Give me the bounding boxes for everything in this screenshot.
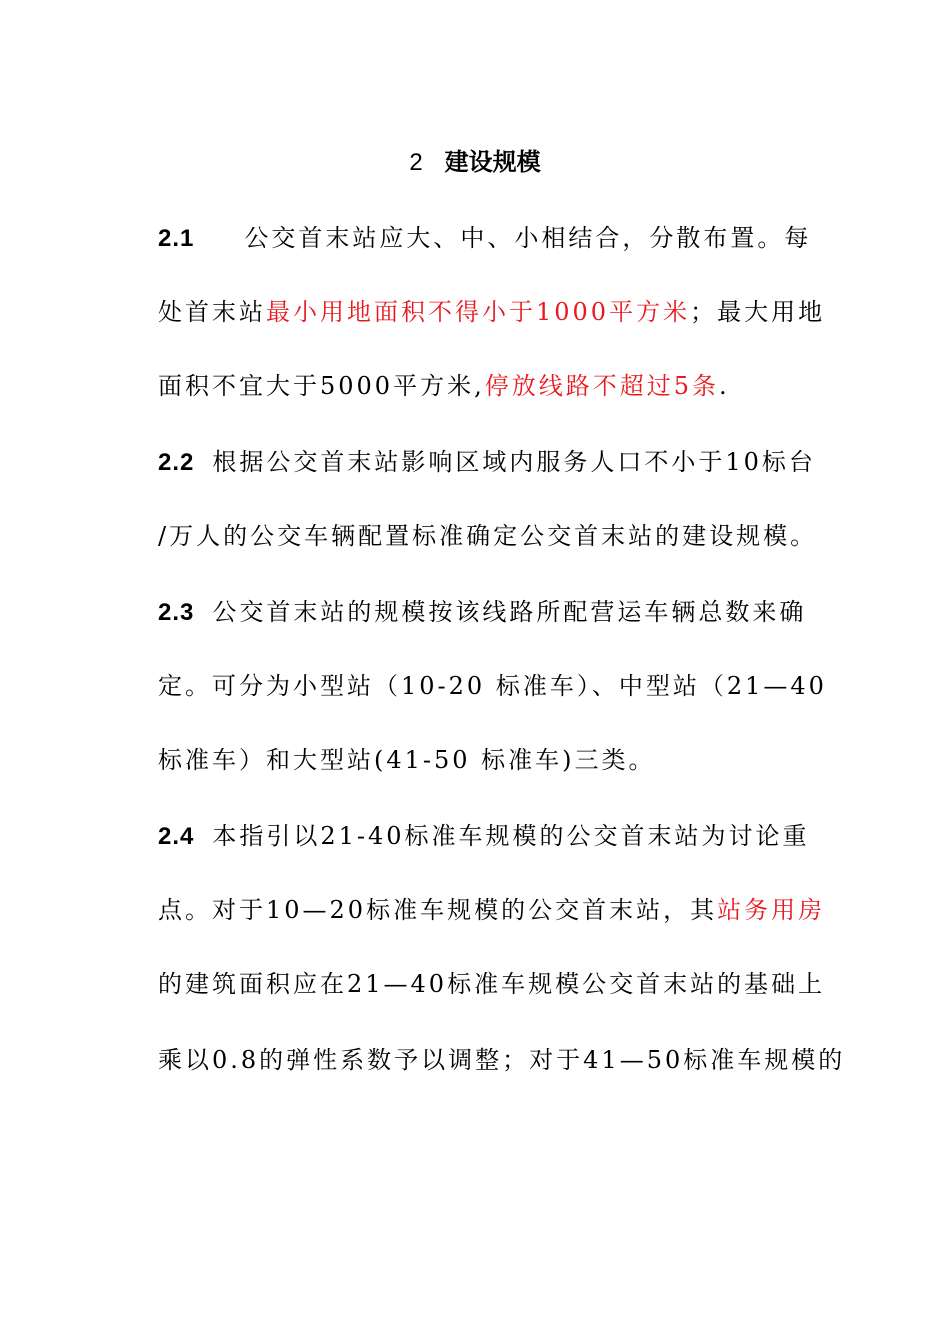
heading-number: 2 — [409, 149, 423, 176]
clause-text: 处首末站 — [158, 298, 266, 326]
clause-text: 面积不宜大于5000平方米, — [158, 372, 485, 400]
clause-number: 2.3 — [158, 599, 195, 626]
clause-text: 定。可分为小型站（10-20 标准车）、中型站（21—40 — [158, 672, 827, 700]
highlighted-text: 最小用地面积不得小于1000平方米 — [266, 298, 691, 326]
clause-text: 点。对于10—20标准车规模的公交首末站，其 — [158, 896, 718, 924]
clause-number: 2.2 — [158, 449, 195, 476]
paragraph-2-4-line-4 — [158, 1040, 845, 1080]
clause-text: 公交首末站的规模按该线路所配营运车辆总数来确 — [212, 598, 807, 626]
highlighted-text: 停放线路不超过5条 — [484, 372, 719, 400]
paragraph-2-3-line-2 — [158, 666, 827, 706]
clause-text: 本指引以21-40标准车规模的公交首末站为讨论重 — [212, 822, 810, 850]
clause-number: 2.4 — [158, 823, 195, 850]
clause-number: 2.1 — [158, 225, 195, 252]
clause-text: 标准车）和大型站(41-50 标准车)三类。 — [158, 746, 656, 774]
section-heading — [0, 142, 950, 183]
clause-text: 的建筑面积应在21—40标准车规模公交首末站的基础上 — [158, 970, 826, 998]
paragraph-2-1-line-1 — [158, 218, 811, 259]
clause-text: 乘以0.8的弹性系数予以调整；对于41—50标准车规模的 — [158, 1046, 846, 1074]
highlighted-text: 站务用房 — [717, 896, 826, 924]
paragraph-2-4-line-1 — [158, 816, 810, 857]
paragraph-2-1-line-2 — [158, 292, 825, 332]
paragraph-2-1-line-3 — [158, 366, 730, 406]
clause-text: ；最大用地 — [690, 298, 826, 326]
clause-text: 根据公交首末站影响区域内服务人口不小于10标台 — [212, 448, 816, 476]
paragraph-2-4-line-2 — [158, 890, 825, 930]
clause-text: 公交首末站应大、中、小相结合，分散布置。每 — [244, 224, 812, 252]
paragraph-2-3-line-3 — [158, 740, 656, 780]
paragraph-2-3-line-1 — [158, 592, 806, 633]
paragraph-2-2-line-1 — [158, 442, 816, 483]
heading-text: 建设规模 — [444, 148, 541, 176]
clause-text: . — [719, 372, 730, 400]
paragraph-2-4-line-3 — [158, 964, 825, 1004]
clause-text: /万人的公交车辆配置标准确定公交首末站的建设规模。 — [158, 522, 818, 550]
paragraph-2-2-line-2 — [158, 516, 817, 556]
